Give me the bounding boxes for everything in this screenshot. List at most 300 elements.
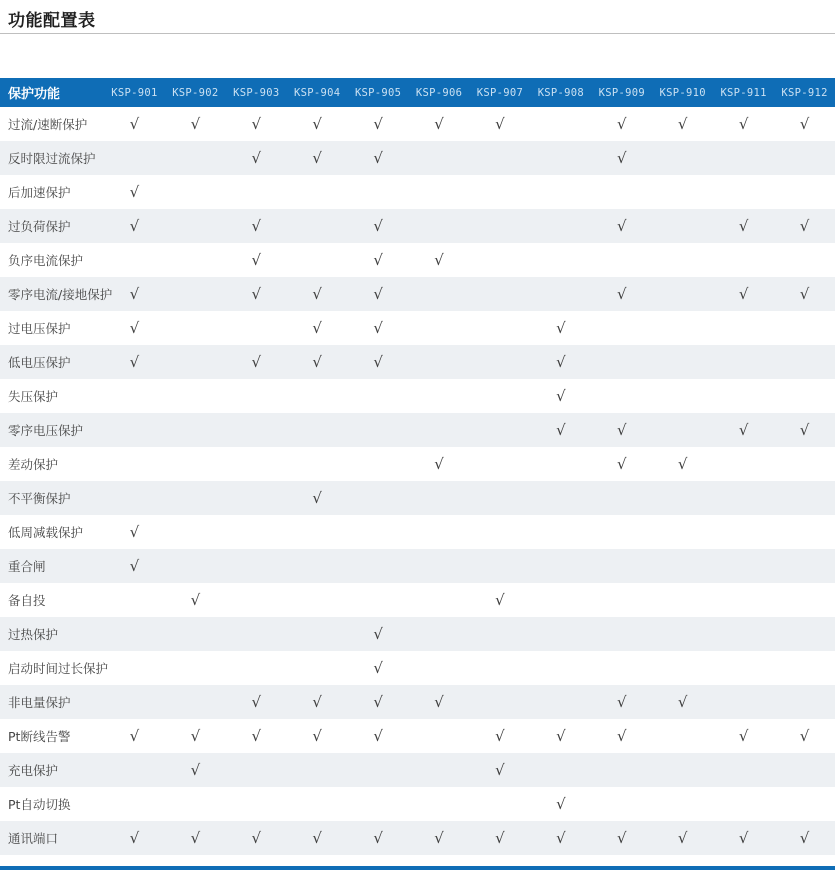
empty-cell bbox=[409, 583, 470, 617]
empty-cell bbox=[287, 413, 348, 447]
empty-cell bbox=[104, 481, 165, 515]
header-model-ksp-904: KSP-904 bbox=[294, 86, 341, 99]
bottom-accent-bar bbox=[0, 866, 835, 870]
check-cell bbox=[348, 209, 409, 243]
check-cell bbox=[104, 277, 165, 311]
check-mark: √ bbox=[677, 114, 688, 133]
empty-cell bbox=[470, 345, 531, 379]
empty-cell bbox=[165, 515, 226, 549]
row-label: 过负荷保护 bbox=[8, 219, 71, 234]
check-mark: √ bbox=[495, 828, 505, 847]
check-cell bbox=[287, 821, 348, 855]
empty-cell bbox=[165, 311, 226, 345]
empty-cell bbox=[530, 617, 591, 651]
check-cell bbox=[652, 821, 713, 855]
empty-cell bbox=[287, 583, 348, 617]
empty-cell bbox=[530, 583, 591, 617]
empty-cell bbox=[165, 685, 226, 719]
table-row bbox=[0, 107, 835, 141]
check-cell bbox=[530, 379, 591, 413]
row-label: 负序电流保护 bbox=[8, 253, 84, 268]
table-row bbox=[0, 549, 835, 583]
empty-cell bbox=[165, 787, 226, 821]
table-row bbox=[0, 379, 835, 413]
row-label: 反时限过流保护 bbox=[8, 151, 96, 166]
empty-cell bbox=[409, 277, 470, 311]
check-cell bbox=[104, 107, 165, 141]
empty-cell bbox=[774, 345, 835, 379]
check-cell bbox=[348, 311, 409, 345]
check-mark: √ bbox=[738, 420, 749, 439]
empty-cell bbox=[226, 311, 287, 345]
check-mark: √ bbox=[556, 794, 566, 813]
empty-cell bbox=[591, 515, 652, 549]
check-cell bbox=[409, 821, 470, 855]
table-row bbox=[0, 583, 835, 617]
empty-cell bbox=[165, 651, 226, 685]
empty-cell bbox=[591, 549, 652, 583]
check-cell bbox=[104, 515, 165, 549]
table-row bbox=[0, 753, 835, 787]
check-cell bbox=[530, 413, 591, 447]
empty-cell bbox=[409, 481, 470, 515]
empty-cell bbox=[530, 651, 591, 685]
row-label: 非电量保护 bbox=[8, 695, 71, 710]
check-mark: √ bbox=[434, 250, 444, 269]
check-mark: √ bbox=[251, 114, 262, 133]
empty-cell bbox=[226, 447, 287, 481]
empty-cell bbox=[652, 583, 713, 617]
empty-cell bbox=[652, 345, 713, 379]
check-cell bbox=[652, 107, 713, 141]
empty-cell bbox=[470, 685, 531, 719]
row-label: 零序电流/接地保护 bbox=[8, 287, 113, 302]
check-mark: √ bbox=[556, 420, 566, 439]
empty-cell bbox=[774, 549, 835, 583]
empty-cell bbox=[104, 685, 165, 719]
header-feature-column: 保护功能 bbox=[8, 87, 61, 102]
empty-cell bbox=[713, 651, 774, 685]
empty-cell bbox=[470, 617, 531, 651]
empty-cell bbox=[226, 481, 287, 515]
empty-cell bbox=[652, 277, 713, 311]
empty-cell bbox=[774, 447, 835, 481]
check-mark: √ bbox=[373, 352, 383, 371]
check-cell bbox=[591, 685, 652, 719]
empty-cell bbox=[713, 379, 774, 413]
empty-cell bbox=[470, 651, 531, 685]
check-mark: √ bbox=[495, 114, 505, 133]
check-cell bbox=[591, 413, 652, 447]
check-cell bbox=[530, 345, 591, 379]
empty-cell bbox=[287, 787, 348, 821]
check-cell bbox=[348, 821, 409, 855]
check-mark: √ bbox=[373, 114, 383, 133]
table-row bbox=[0, 821, 835, 855]
check-cell bbox=[104, 209, 165, 243]
empty-cell bbox=[530, 277, 591, 311]
empty-cell bbox=[287, 651, 348, 685]
empty-cell bbox=[348, 447, 409, 481]
empty-cell bbox=[713, 311, 774, 345]
row-label: 重合闸 bbox=[8, 559, 46, 574]
check-mark: √ bbox=[129, 114, 140, 133]
empty-cell bbox=[652, 651, 713, 685]
empty-cell bbox=[409, 515, 470, 549]
empty-cell bbox=[287, 243, 348, 277]
empty-cell bbox=[348, 753, 409, 787]
empty-cell bbox=[774, 379, 835, 413]
empty-cell bbox=[226, 379, 287, 413]
row-label: 充电保护 bbox=[8, 763, 59, 778]
check-cell bbox=[287, 311, 348, 345]
check-mark: √ bbox=[799, 216, 810, 235]
check-mark: √ bbox=[312, 828, 322, 847]
table-row bbox=[0, 243, 835, 277]
empty-cell bbox=[591, 175, 652, 209]
table-row bbox=[0, 447, 835, 481]
empty-cell bbox=[713, 617, 774, 651]
empty-cell bbox=[591, 583, 652, 617]
check-mark: √ bbox=[373, 148, 383, 167]
check-mark: √ bbox=[434, 692, 444, 711]
check-cell bbox=[104, 821, 165, 855]
check-mark: √ bbox=[617, 216, 627, 235]
header-model-ksp-902: KSP-902 bbox=[172, 86, 219, 99]
check-cell bbox=[774, 821, 835, 855]
empty-cell bbox=[591, 243, 652, 277]
check-mark: √ bbox=[617, 420, 627, 439]
check-mark: √ bbox=[617, 114, 627, 133]
check-cell bbox=[287, 107, 348, 141]
empty-cell bbox=[774, 515, 835, 549]
title-divider bbox=[0, 33, 835, 34]
check-mark: √ bbox=[251, 216, 262, 235]
row-label: 过热保护 bbox=[8, 627, 59, 642]
check-cell bbox=[348, 719, 409, 753]
check-cell bbox=[774, 413, 835, 447]
row-label: 过流/速断保护 bbox=[8, 117, 88, 132]
check-mark: √ bbox=[677, 454, 688, 473]
check-mark: √ bbox=[373, 828, 383, 847]
row-label: 过电压保护 bbox=[8, 321, 71, 336]
table-row bbox=[0, 617, 835, 651]
check-mark: √ bbox=[556, 386, 566, 405]
check-mark: √ bbox=[799, 828, 810, 847]
empty-cell bbox=[226, 787, 287, 821]
table-row bbox=[0, 515, 835, 549]
empty-cell bbox=[530, 447, 591, 481]
empty-cell bbox=[470, 515, 531, 549]
check-mark: √ bbox=[617, 148, 627, 167]
check-mark: √ bbox=[434, 114, 444, 133]
check-cell bbox=[226, 685, 287, 719]
check-cell bbox=[104, 345, 165, 379]
empty-cell bbox=[713, 515, 774, 549]
empty-cell bbox=[652, 243, 713, 277]
check-cell bbox=[713, 209, 774, 243]
row-label: 通讯端口 bbox=[8, 831, 59, 846]
header-model-ksp-911: KSP-911 bbox=[720, 86, 767, 99]
check-mark: √ bbox=[738, 828, 749, 847]
check-mark: √ bbox=[617, 726, 627, 745]
empty-cell bbox=[591, 311, 652, 345]
check-mark: √ bbox=[129, 182, 140, 201]
check-mark: √ bbox=[373, 250, 383, 269]
empty-cell bbox=[774, 243, 835, 277]
check-mark: √ bbox=[617, 454, 627, 473]
empty-cell bbox=[348, 583, 409, 617]
empty-cell bbox=[165, 549, 226, 583]
empty-cell bbox=[470, 141, 531, 175]
check-mark: √ bbox=[738, 216, 749, 235]
row-label: Pt自动切换 bbox=[8, 797, 71, 812]
row-label: 低电压保护 bbox=[8, 355, 71, 370]
empty-cell bbox=[713, 685, 774, 719]
empty-cell bbox=[104, 583, 165, 617]
empty-cell bbox=[348, 413, 409, 447]
empty-cell bbox=[713, 583, 774, 617]
header-model-ksp-908: KSP-908 bbox=[537, 86, 585, 99]
check-mark: √ bbox=[617, 692, 627, 711]
empty-cell bbox=[165, 141, 226, 175]
empty-cell bbox=[104, 651, 165, 685]
empty-cell bbox=[652, 549, 713, 583]
empty-cell bbox=[530, 175, 591, 209]
check-mark: √ bbox=[251, 284, 262, 303]
empty-cell bbox=[287, 515, 348, 549]
check-cell bbox=[287, 685, 348, 719]
check-cell bbox=[591, 447, 652, 481]
check-mark: √ bbox=[799, 284, 810, 303]
header-model-ksp-909: KSP-909 bbox=[598, 86, 645, 99]
empty-cell bbox=[652, 209, 713, 243]
empty-cell bbox=[348, 379, 409, 413]
empty-cell bbox=[165, 617, 226, 651]
check-cell bbox=[713, 413, 774, 447]
empty-cell bbox=[470, 209, 531, 243]
check-cell bbox=[348, 685, 409, 719]
check-cell bbox=[165, 753, 226, 787]
empty-cell bbox=[652, 379, 713, 413]
empty-cell bbox=[409, 141, 470, 175]
empty-cell bbox=[104, 379, 165, 413]
check-mark: √ bbox=[617, 284, 627, 303]
check-cell bbox=[470, 719, 531, 753]
check-cell bbox=[104, 175, 165, 209]
check-mark: √ bbox=[190, 590, 201, 609]
check-cell bbox=[348, 617, 409, 651]
check-mark: √ bbox=[312, 488, 322, 507]
check-cell bbox=[591, 141, 652, 175]
empty-cell bbox=[104, 243, 165, 277]
empty-cell bbox=[348, 549, 409, 583]
table-row bbox=[0, 685, 835, 719]
check-cell bbox=[104, 311, 165, 345]
empty-cell bbox=[409, 345, 470, 379]
empty-cell bbox=[165, 379, 226, 413]
empty-cell bbox=[165, 447, 226, 481]
empty-cell bbox=[409, 413, 470, 447]
check-cell bbox=[348, 651, 409, 685]
row-label: 零序电压保护 bbox=[8, 423, 84, 438]
check-mark: √ bbox=[738, 726, 749, 745]
header-model-ksp-906: KSP-906 bbox=[415, 86, 463, 99]
empty-cell bbox=[165, 277, 226, 311]
check-mark: √ bbox=[373, 726, 383, 745]
table-row bbox=[0, 481, 835, 515]
empty-cell bbox=[652, 787, 713, 821]
table-row bbox=[0, 209, 835, 243]
empty-cell bbox=[226, 617, 287, 651]
empty-cell bbox=[591, 345, 652, 379]
empty-cell bbox=[470, 413, 531, 447]
check-cell bbox=[530, 311, 591, 345]
row-label: 不平衡保护 bbox=[8, 491, 71, 506]
table-body bbox=[0, 107, 835, 855]
empty-cell bbox=[652, 141, 713, 175]
empty-cell bbox=[530, 549, 591, 583]
header-model-ksp-910: KSP-910 bbox=[659, 86, 706, 99]
check-cell bbox=[287, 345, 348, 379]
check-mark: √ bbox=[129, 828, 140, 847]
check-mark: √ bbox=[373, 658, 383, 677]
check-cell bbox=[591, 719, 652, 753]
check-cell bbox=[226, 243, 287, 277]
check-mark: √ bbox=[373, 284, 383, 303]
check-cell bbox=[165, 821, 226, 855]
empty-cell bbox=[774, 481, 835, 515]
empty-cell bbox=[713, 753, 774, 787]
check-mark: √ bbox=[556, 726, 566, 745]
empty-cell bbox=[470, 175, 531, 209]
check-mark: √ bbox=[312, 692, 322, 711]
check-mark: √ bbox=[312, 148, 322, 167]
check-mark: √ bbox=[251, 148, 262, 167]
feature-config-table bbox=[0, 78, 835, 855]
empty-cell bbox=[409, 651, 470, 685]
empty-cell bbox=[409, 379, 470, 413]
header-model-ksp-901: KSP-901 bbox=[111, 86, 158, 99]
check-cell bbox=[348, 345, 409, 379]
empty-cell bbox=[409, 719, 470, 753]
empty-cell bbox=[409, 753, 470, 787]
table-row bbox=[0, 787, 835, 821]
check-mark: √ bbox=[495, 760, 505, 779]
check-mark: √ bbox=[617, 828, 627, 847]
table-header-row bbox=[0, 78, 835, 107]
check-mark: √ bbox=[129, 522, 140, 541]
empty-cell bbox=[713, 141, 774, 175]
check-mark: √ bbox=[373, 318, 383, 337]
check-cell bbox=[530, 719, 591, 753]
empty-cell bbox=[226, 549, 287, 583]
table-row bbox=[0, 141, 835, 175]
empty-cell bbox=[713, 787, 774, 821]
check-mark: √ bbox=[129, 318, 140, 337]
empty-cell bbox=[165, 481, 226, 515]
check-mark: √ bbox=[129, 726, 140, 745]
check-cell bbox=[774, 107, 835, 141]
check-cell bbox=[409, 243, 470, 277]
check-cell bbox=[470, 821, 531, 855]
empty-cell bbox=[652, 515, 713, 549]
check-cell bbox=[713, 719, 774, 753]
empty-cell bbox=[774, 651, 835, 685]
empty-cell bbox=[226, 753, 287, 787]
empty-cell bbox=[774, 141, 835, 175]
check-mark: √ bbox=[373, 692, 383, 711]
empty-cell bbox=[104, 141, 165, 175]
check-cell bbox=[652, 447, 713, 481]
check-cell bbox=[591, 209, 652, 243]
check-mark: √ bbox=[799, 114, 810, 133]
check-mark: √ bbox=[799, 420, 810, 439]
header-model-ksp-905: KSP-905 bbox=[354, 86, 402, 99]
check-mark: √ bbox=[251, 828, 262, 847]
check-mark: √ bbox=[251, 250, 262, 269]
check-cell bbox=[774, 277, 835, 311]
empty-cell bbox=[530, 481, 591, 515]
empty-cell bbox=[591, 481, 652, 515]
empty-cell bbox=[713, 549, 774, 583]
empty-cell bbox=[774, 685, 835, 719]
check-cell bbox=[104, 549, 165, 583]
empty-cell bbox=[165, 413, 226, 447]
empty-cell bbox=[104, 617, 165, 651]
check-cell bbox=[226, 345, 287, 379]
empty-cell bbox=[165, 175, 226, 209]
check-cell bbox=[165, 107, 226, 141]
check-mark: √ bbox=[495, 726, 505, 745]
empty-cell bbox=[470, 447, 531, 481]
check-cell bbox=[287, 277, 348, 311]
empty-cell bbox=[348, 481, 409, 515]
empty-cell bbox=[287, 617, 348, 651]
check-mark: √ bbox=[556, 828, 566, 847]
check-cell bbox=[226, 209, 287, 243]
check-cell bbox=[287, 719, 348, 753]
check-cell bbox=[652, 685, 713, 719]
check-mark: √ bbox=[129, 216, 140, 235]
empty-cell bbox=[287, 379, 348, 413]
page-title: 功能配置表 bbox=[8, 11, 96, 31]
empty-cell bbox=[591, 379, 652, 413]
check-mark: √ bbox=[373, 216, 383, 235]
check-mark: √ bbox=[434, 454, 444, 473]
check-cell bbox=[409, 107, 470, 141]
check-mark: √ bbox=[129, 284, 140, 303]
check-mark: √ bbox=[312, 352, 322, 371]
row-label: 备自投 bbox=[8, 593, 46, 608]
empty-cell bbox=[652, 719, 713, 753]
check-mark: √ bbox=[129, 556, 140, 575]
empty-cell bbox=[287, 209, 348, 243]
empty-cell bbox=[165, 209, 226, 243]
empty-cell bbox=[530, 141, 591, 175]
check-cell bbox=[470, 107, 531, 141]
empty-cell bbox=[470, 549, 531, 583]
check-cell bbox=[774, 719, 835, 753]
check-cell bbox=[165, 583, 226, 617]
empty-cell bbox=[591, 787, 652, 821]
empty-cell bbox=[165, 243, 226, 277]
check-cell bbox=[530, 821, 591, 855]
table-row bbox=[0, 175, 835, 209]
check-cell bbox=[591, 821, 652, 855]
empty-cell bbox=[409, 549, 470, 583]
empty-cell bbox=[409, 209, 470, 243]
